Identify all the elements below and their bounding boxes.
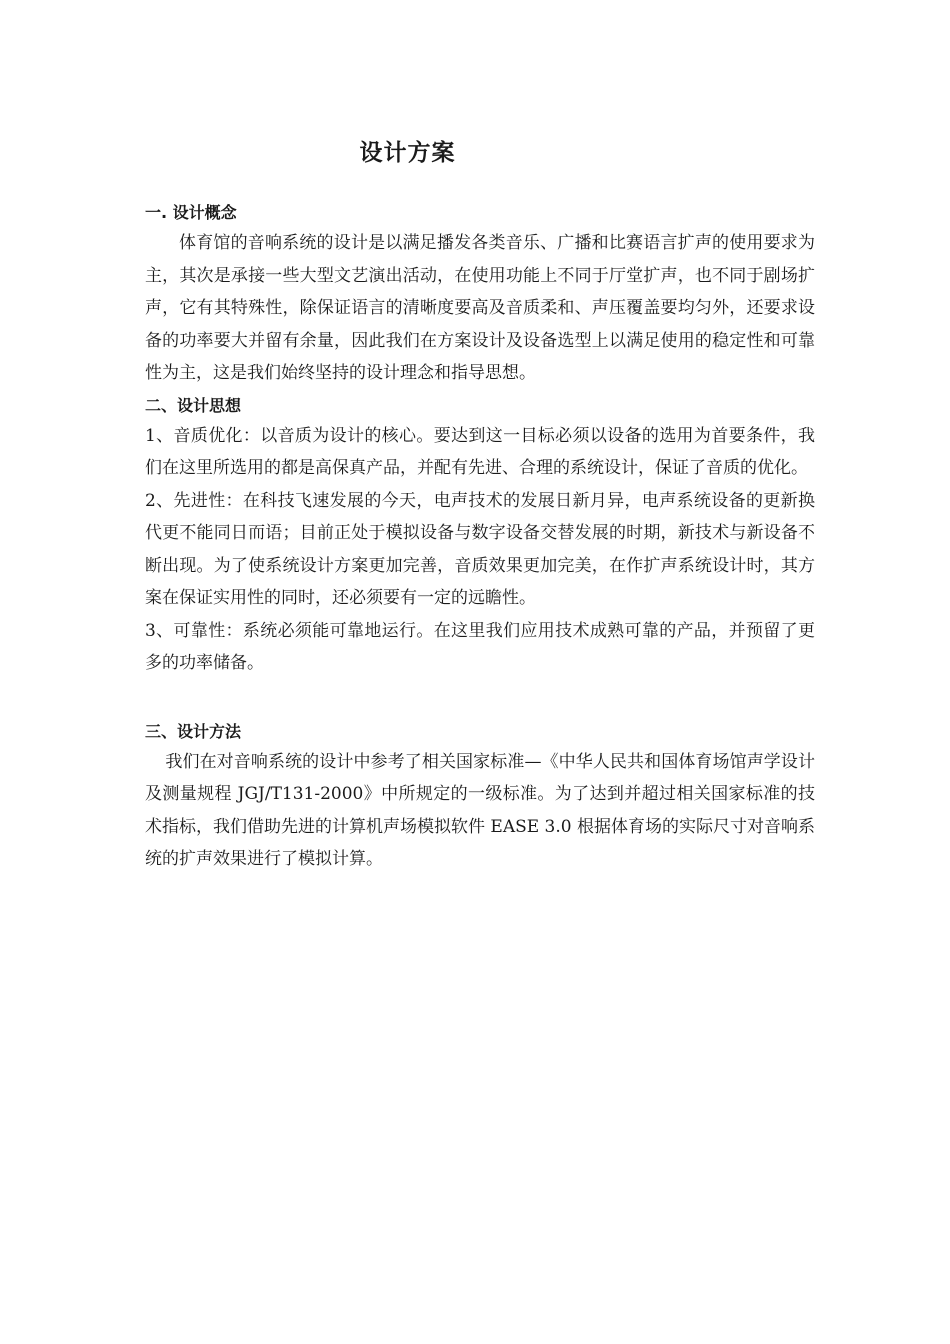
- thinking-item-1: 1、音质优化：以音质为设计的核心。要达到这一目标必须以设备的选用为首要条件，我们在这里所选用的都是高保真产品，并配有先进、合理的系统设计，保证了音质的优化。: [145, 425, 815, 478]
- section-spacer: [145, 680, 815, 718]
- document-title: 设计方案: [359, 140, 456, 166]
- section-heading-concept: 一. 设计概念: [145, 203, 237, 222]
- section-heading-method: 三、设计方法: [145, 721, 242, 741]
- section-heading-thinking: 二、设计思想: [145, 395, 242, 415]
- document-body: [145, 199, 815, 876]
- section-body-method: 我们在对音响系统的设计中参考了相关国家标准—《中华人民共和国体育场馆声学设计及测量规程 JGJ/T131-2000》中所规定的一级标准。为了达到并超过相关国家标准的技术指标，我们借助先进的计算机声场模拟软件 EASE 3.0 根据体育场的实际尺寸对音响系统的扩声效果进行了模拟计算。: [145, 751, 815, 869]
- section-body-concept: 体育馆的音响系统的设计是以满足播发各类音乐、广播和比赛语言扩声的使用要求为主，其次是承接一些大型文艺演出活动，在使用功能上不同于厅堂扩声，也不同于剧场扩声，它有其特殊性，除保证语言的清晰度要高及音质柔和、声压覆盖要均匀外，还要求设备的功率要大并留有余量，因此我们在方案设计及设备选型上以满足使用的稳定性和可靠性为主，这是我们始终坚持的设计理念和指导思想。: [145, 233, 815, 383]
- thinking-item-2: 2、先进性：在科技飞速发展的今天，电声技术的发展日新月异，电声系统设备的更新换代更不能同日而语；目前正处于模拟设备与数字设备交替发展的时期，新技术与新设备不断出现。为了使系统设计方案更加完善，音质效果更加完美，在作扩声系统设计时，其方案在保证实用性的同时，还必须要有一定的远瞻性。: [145, 490, 815, 608]
- thinking-item-3: 3、可靠性：系统必须能可靠地运行。在这里我们应用技术成熟可靠的产品，并预留了更多的功率储备。: [145, 620, 815, 673]
